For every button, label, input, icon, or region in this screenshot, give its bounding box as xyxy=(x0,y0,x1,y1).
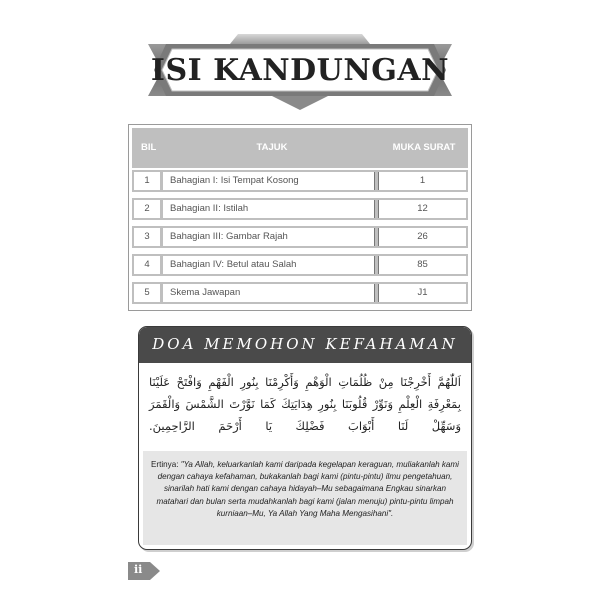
row-title: Bahagian I: Isi Tempat Kosong xyxy=(163,172,375,190)
row-number: 4 xyxy=(134,256,160,274)
row-title: Bahagian II: Istilah xyxy=(163,200,375,218)
table-row[interactable] xyxy=(132,226,468,248)
row-number: 1 xyxy=(134,172,160,190)
row-title: Bahagian IV: Betul atau Salah xyxy=(163,256,375,274)
row-page: 1 xyxy=(378,172,466,190)
table-row[interactable] xyxy=(132,282,468,304)
translation-label: Ertinya: xyxy=(151,460,181,469)
row-page: J1 xyxy=(378,284,466,302)
row-number: 5 xyxy=(134,284,160,302)
header-tajuk: TAJUK xyxy=(256,142,288,153)
page-title: ISI KANDUNGAN xyxy=(150,53,450,88)
prayer-arabic-text: اَللّٰهُمَّ أَخْرِجْنَا مِنْ ظُلُمَاتِ الْوَهْمِ وَأَكْرِمْنَا بِنُورِ الْفَهْمِ وَافْتَحْ عَلَيْنَا بِمَعْرِفَةِ الْعِلْمِ وَنَوِّرْ قُلُوبَنَا بِنُورِ هِدَايَتِكَ كَمَا نَوَّرْتَ الشَّمْسَ وَالْقَمَرَ وَسَهِّلْ لَنَا أَبْوَابَ فَضْلِكَ يَا أَرْحَمَ الرَّاحِمِينَ. xyxy=(149,375,461,433)
translation-text: "Ya Allah, keluarkanlah kami daripada kegelapan keraguan, muliakanlah kami dengan cahaya kefahaman, bukakanlah bagi kami (pintu-pintu) ilmu pengetahuan, sinarilah hati kami dengan cahaya hidayah–Mu sebagaimana Engkau sinarkan matahari dan bulan serta mudahkanlah bagi kami (jalan menuju) pintu-pintu limpah kurniaan–Mu, Ya Allah Yang Maha Mengasihani". xyxy=(156,460,459,518)
row-title: Skema Jawapan xyxy=(163,284,375,302)
row-number: 2 xyxy=(134,200,160,218)
table-row[interactable] xyxy=(132,254,468,276)
prayer-title: DOA MEMOHON KEFAHAMAN xyxy=(152,335,458,353)
contents-table xyxy=(128,124,472,311)
row-page: 26 xyxy=(378,228,466,246)
header-muka-surat: MUKA SURAT xyxy=(392,142,456,153)
prayer-box xyxy=(138,326,472,550)
row-page: 12 xyxy=(378,200,466,218)
page-number-tab xyxy=(128,562,160,580)
row-page: 85 xyxy=(378,256,466,274)
title-banner xyxy=(140,30,460,112)
table-row[interactable] xyxy=(132,198,468,220)
header-bil: BIL xyxy=(141,142,157,153)
page-number: ii xyxy=(134,563,143,576)
row-title: Bahagian III: Gambar Rajah xyxy=(163,228,375,246)
row-number: 3 xyxy=(134,228,160,246)
prayer-translation xyxy=(149,459,461,520)
table-header xyxy=(132,128,468,168)
table-row[interactable] xyxy=(132,170,468,192)
prayer-header xyxy=(139,327,471,363)
